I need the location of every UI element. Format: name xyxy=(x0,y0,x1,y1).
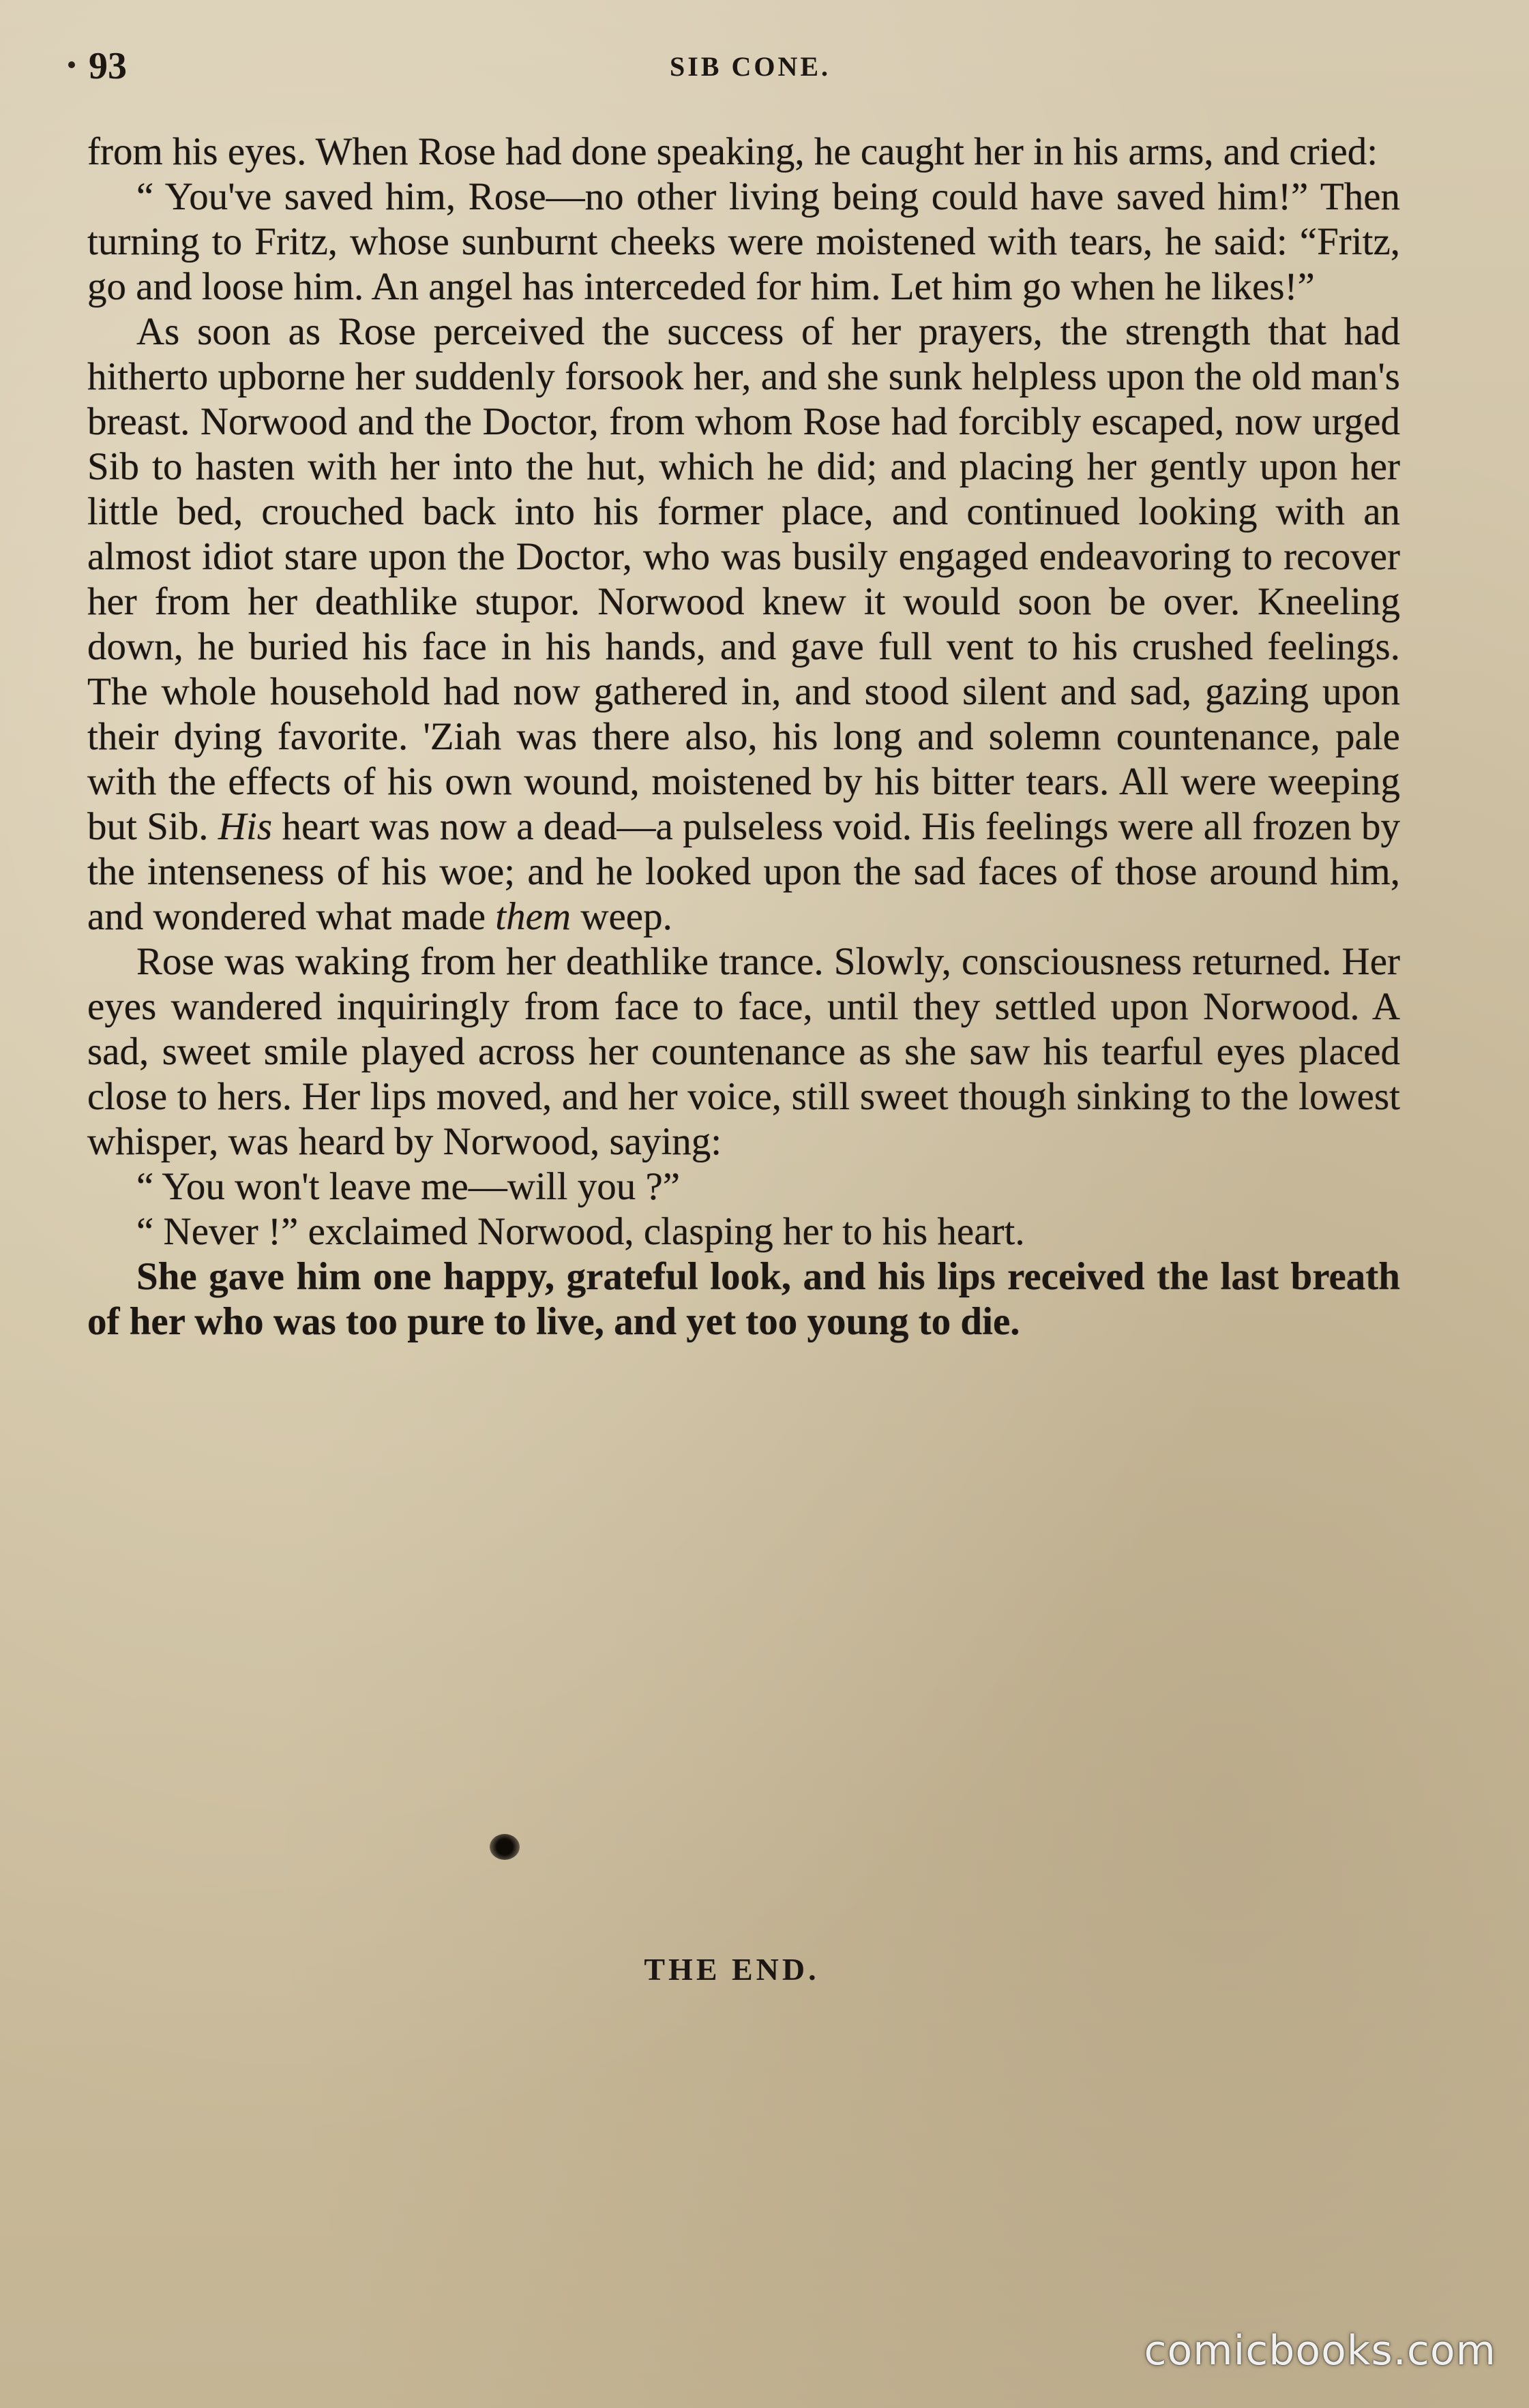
paragraph-3 xyxy=(87,310,1400,939)
end-mark: THE END. xyxy=(644,1952,820,1987)
paragraph-3-text-a: As soon as Rose perceived the success of her prayers, the strength that had hitherto upborne her suddenly forsook her, and she sunk helpless upon the old man's breast. Norwood and the Doctor, from whom Rose had forcibly escaped, now urged Sib to hasten with her into the hut, which he did; and placing her gently upon her little bed, crouched back into his former place, and continued looking with an almost idiot stare upon the Doctor, who was busily engaged endeavoring to recover her from her deathlike stupor. Norwood knew it would soon be over. Kneeling down, he buried his face in his hands, and gave full vent to his crushed feelings. The whole household had now gathered in, and stood silent and sad, gazing upon their dying favorite. 'Ziah was there also, his long and solemn countenance, pale with the effects of his own wound, moistened by his bitter tears. All were weeping but Sib. xyxy=(87,310,1400,848)
paragraph-3-emphasis-his: His xyxy=(218,805,273,848)
page-number: 93 xyxy=(89,45,127,87)
watermark: comicbooks.com xyxy=(1144,2327,1496,2375)
paragraph-4: Rose was waking from her deathlike trance. Slowly, consciousness returned. Her eyes wandered inquiringly from face to face, until they settled upon Norwood. A sad, sweet smile played across her countenance as she saw his tearful eyes placed close to hers. Her lips moved, and her voice, still sweet though sinking to the lowest whisper, was heard by Norwood, saying: xyxy=(87,940,1400,1163)
ink-blot-icon xyxy=(490,1834,520,1860)
paragraph-5: “ You won't leave me—will you ?” xyxy=(136,1165,681,1208)
paragraph-7: She gave him one happy, grateful look, and his lips received the last breath of her who was too pure to live, and yet too young to die. xyxy=(87,1255,1400,1343)
running-head: SIB CONE. xyxy=(669,51,831,82)
body-text xyxy=(87,130,1400,1344)
paragraph-3-emphasis-them: them xyxy=(495,895,571,938)
paragraph-6: “ Never !” exclaimed Norwood, clasping her to his heart. xyxy=(136,1210,1025,1253)
paragraph-2: “ You've saved him, Rose—no other living being could have saved him!” Then turning to Fritz, whose sunburnt cheeks were moistened with tears, he said: “Fritz, go and loose him. An angel has interceded for him. Let him go when he likes!” xyxy=(87,175,1400,308)
page-header xyxy=(68,42,1432,90)
paragraph-1: from his eyes. When Rose had done speaking, he caught her in his arms, and cried: xyxy=(87,130,1378,173)
paragraph-3-text-c: weep. xyxy=(580,895,672,938)
paragraph-3-text-b: heart was now a dead—a pulseless void. His feelings were all frozen by the intenseness of his woe; and he looked upon the sad faces of those around him, and wondered what made xyxy=(87,805,1401,938)
